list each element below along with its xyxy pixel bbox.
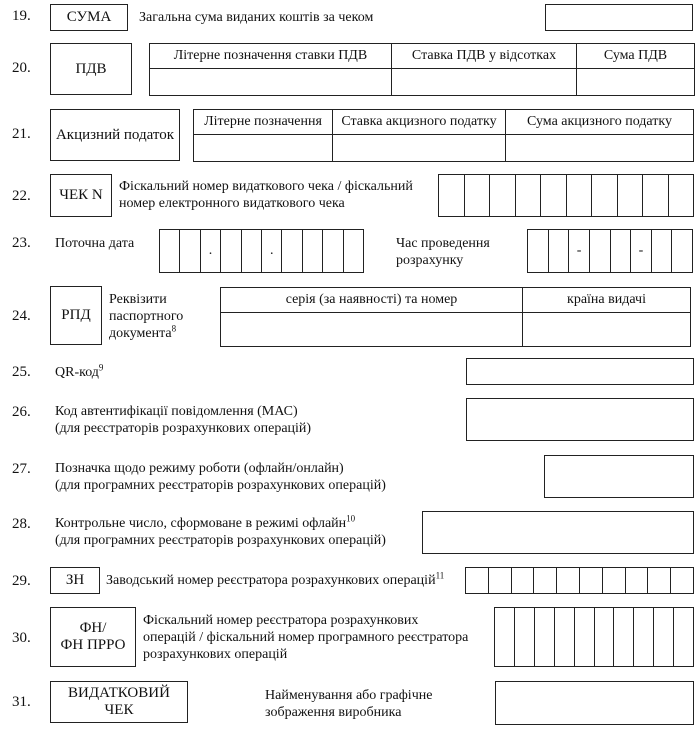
input-cell[interactable] xyxy=(439,175,464,216)
input-cell[interactable] xyxy=(160,230,179,272)
date-sep-1: . xyxy=(200,230,220,272)
label-passport-1: Реквізити xyxy=(109,292,167,307)
date-sep-2: . xyxy=(261,230,281,272)
input-cell[interactable] xyxy=(642,175,668,216)
excise-col-rate: Ставка акцизного податку xyxy=(333,110,506,135)
vat-sum-cell[interactable] xyxy=(577,69,695,96)
input-cell[interactable] xyxy=(514,608,534,666)
footnote-8: 8 xyxy=(171,323,177,334)
row-number-20: 20. xyxy=(12,60,31,76)
label-check-number-2: номер електронного видаткового чека xyxy=(119,196,345,211)
label-passport-3: документа$^8$ xyxy=(109,323,177,341)
row-number-21: 21. xyxy=(12,126,31,142)
input-cell[interactable] xyxy=(241,230,261,272)
row-number-29: 29. xyxy=(12,573,31,589)
row-number-27: 27. xyxy=(12,461,31,477)
label-time-1: Час проведення xyxy=(396,236,490,251)
input-cell[interactable] xyxy=(554,608,574,666)
serial-number-cells[interactable] xyxy=(465,567,694,594)
input-cell[interactable] xyxy=(515,175,541,216)
code-fn-line1: ФН/ xyxy=(79,620,107,636)
label-fiscal-3: розрахункових операцій xyxy=(143,647,288,662)
input-cell[interactable] xyxy=(533,568,556,593)
input-cell[interactable] xyxy=(322,230,342,272)
input-cell[interactable] xyxy=(495,608,514,666)
code-pdv: ПДВ xyxy=(50,43,132,95)
code-zn: ЗН xyxy=(50,567,100,594)
input-cell[interactable] xyxy=(633,608,653,666)
row-number-28: 28. xyxy=(12,516,31,532)
input-cell[interactable] xyxy=(671,230,692,272)
label-mac-1: Код автентифікації повідомлення (МАС) xyxy=(55,404,298,419)
label-mode-1: Позначка щодо режиму роботи (офлайн/онлайн) xyxy=(55,461,344,476)
code-excise: Акцизний податок xyxy=(50,109,180,161)
excise-table xyxy=(193,109,694,162)
row-number-22: 22. xyxy=(12,188,31,204)
code-suma: СУМА xyxy=(50,4,128,31)
field-manufacturer[interactable] xyxy=(495,681,694,725)
code-expense-line2: ЧЕК xyxy=(104,702,134,718)
input-cell[interactable] xyxy=(281,230,301,272)
passport-country-cell[interactable] xyxy=(523,313,691,347)
label-manufacturer-1: Найменування або графічне xyxy=(265,688,433,703)
field-mode[interactable] xyxy=(544,455,694,498)
label-check-number-1: Фіскальний номер видаткового чека / фіскальний xyxy=(119,179,413,194)
input-cell[interactable] xyxy=(653,608,673,666)
input-cell[interactable] xyxy=(625,568,648,593)
passport-col-country: країна видачі xyxy=(523,288,691,313)
input-cell[interactable] xyxy=(610,230,631,272)
input-cell[interactable] xyxy=(488,568,511,593)
input-cell[interactable] xyxy=(489,175,515,216)
vat-col-sum: Сума ПДВ xyxy=(577,44,695,69)
row-number-30: 30. xyxy=(12,630,31,646)
code-fn-prro xyxy=(50,607,136,667)
code-expense-check xyxy=(50,681,188,723)
excise-rate-cell[interactable] xyxy=(333,135,506,162)
input-cell[interactable] xyxy=(179,230,199,272)
input-cell[interactable] xyxy=(574,608,594,666)
input-cell[interactable] xyxy=(589,230,610,272)
label-mode-2: (для програмних реєстраторів розрахункових операцій) xyxy=(55,478,386,493)
input-cell[interactable] xyxy=(670,568,693,593)
label-fiscal-1: Фіскальний номер реєстратора розрахункових xyxy=(143,613,419,628)
excise-col-sum: Сума акцизного податку xyxy=(506,110,694,135)
input-cell[interactable] xyxy=(668,175,694,216)
row-number-25: 25. xyxy=(12,364,31,380)
code-rpd: РПД xyxy=(50,286,102,345)
input-cell[interactable] xyxy=(464,175,490,216)
label-control-1: Контрольне число, сформоване в режимі офлайн$^{10}$ xyxy=(55,513,356,531)
passport-table xyxy=(220,287,691,347)
input-cell[interactable] xyxy=(602,568,625,593)
fiscal-number-cells[interactable] xyxy=(494,607,694,667)
code-expense-line1: ВИДАТКОВИЙ xyxy=(68,685,170,701)
vat-col-rate: Ставка ПДВ у відсотках xyxy=(392,44,577,69)
label-total-amount: Загальна сума виданих коштів за чеком xyxy=(139,10,374,25)
input-cell[interactable] xyxy=(579,568,602,593)
input-cell[interactable] xyxy=(466,568,488,593)
input-cell[interactable] xyxy=(594,608,614,666)
excise-letter-cell[interactable] xyxy=(194,135,333,162)
label-mac-2: (для реєстраторів розрахункових операцій) xyxy=(55,421,312,436)
vat-col-letter: Літерне позначення ставки ПДВ xyxy=(150,44,392,69)
input-cell[interactable] xyxy=(613,608,633,666)
input-cell[interactable] xyxy=(556,568,579,593)
row-number-19: 19. xyxy=(12,8,31,24)
label-passport-2: паспортного xyxy=(109,309,184,324)
passport-col-series: серія (за наявності) та номер xyxy=(221,288,523,313)
date-cells[interactable] xyxy=(159,229,364,273)
input-cell[interactable] xyxy=(617,175,643,216)
label-fiscal-2: операцій / фіскальний номер програмного реєстратора xyxy=(143,630,469,645)
input-cell[interactable] xyxy=(540,175,566,216)
input-cell[interactable] xyxy=(591,175,617,216)
label-serial-number: Заводський номер реєстратора розрахункових операцій$^{11}$ xyxy=(106,570,445,588)
footnote-9: 9 xyxy=(98,362,104,373)
input-cell[interactable] xyxy=(647,568,670,593)
vat-table xyxy=(149,43,695,96)
code-fn-line2: ФН ПРРО xyxy=(60,637,126,653)
input-cell[interactable] xyxy=(528,230,548,272)
row-number-23: 23. xyxy=(12,235,31,251)
code-check-n: ЧЕК N xyxy=(50,174,112,217)
row-number-26: 26. xyxy=(12,404,31,420)
input-cell[interactable] xyxy=(220,230,240,272)
time-sep-1: - xyxy=(568,230,589,272)
input-cell[interactable] xyxy=(302,230,322,272)
footnote-10: 10 xyxy=(346,513,356,524)
passport-series-cell[interactable] xyxy=(221,313,523,347)
time-cells[interactable] xyxy=(527,229,693,273)
field-qr-code[interactable] xyxy=(466,358,694,385)
excise-sum-cell[interactable] xyxy=(506,135,694,162)
field-mac[interactable] xyxy=(466,398,694,441)
label-manufacturer-2: зображення виробника xyxy=(265,705,402,720)
row-number-31: 31. xyxy=(12,694,31,710)
vat-rate-cell[interactable] xyxy=(392,69,577,96)
input-cell[interactable] xyxy=(566,175,592,216)
input-cell[interactable] xyxy=(343,230,363,272)
input-cell[interactable] xyxy=(534,608,554,666)
input-cell[interactable] xyxy=(651,230,672,272)
time-sep-2: - xyxy=(630,230,651,272)
footnote-11: 11 xyxy=(435,570,445,581)
label-qr-code: QR-код$^9$ xyxy=(55,362,104,380)
label-time-2: розрахунку xyxy=(396,253,464,268)
vat-letter-cell[interactable] xyxy=(150,69,392,96)
input-cell[interactable] xyxy=(673,608,693,666)
row-number-24: 24. xyxy=(12,308,31,324)
label-control-2: (для програмних реєстраторів розрахункових операцій) xyxy=(55,533,386,548)
input-cell[interactable] xyxy=(511,568,534,593)
check-number-cells[interactable] xyxy=(438,174,694,217)
field-total-amount[interactable] xyxy=(545,4,693,31)
excise-col-letter: Літерне позначення xyxy=(194,110,333,135)
field-control-number[interactable] xyxy=(422,511,694,554)
input-cell[interactable] xyxy=(548,230,569,272)
label-current-date: Поточна дата xyxy=(55,236,135,251)
